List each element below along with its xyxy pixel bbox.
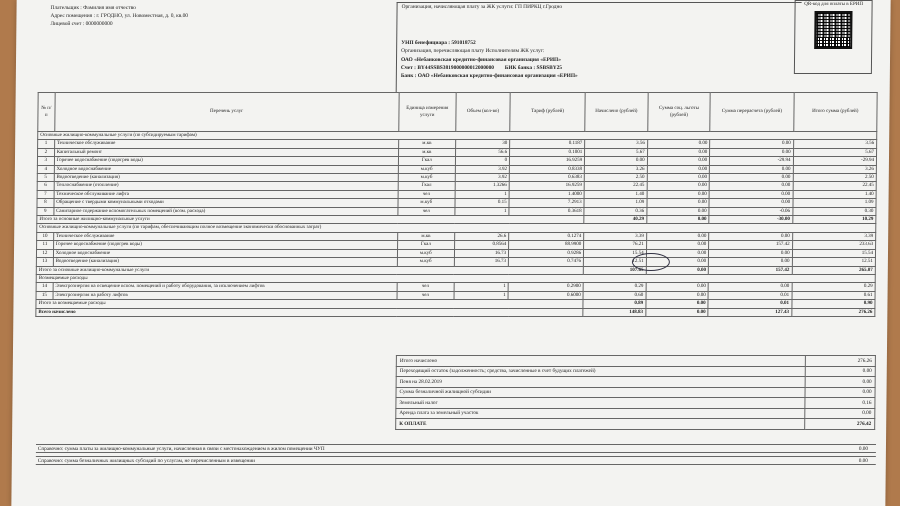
footer-note-1-value: 0.00 <box>858 446 868 452</box>
service-charged: 1.40 <box>584 190 647 198</box>
service-total: 12.51 <box>792 258 876 266</box>
summary-value: 276.26 <box>806 356 876 367</box>
service-volume: 3.92 <box>455 165 509 173</box>
service-unit: м.куб <box>398 199 455 207</box>
subtotal-label: Итого за возмещаемые расходы <box>36 300 583 308</box>
service-tariff: 16.9259 <box>509 182 584 190</box>
summary-label: Земельный налог <box>396 398 805 409</box>
service-unit: м.куб <box>397 258 454 266</box>
table-row <box>37 199 876 207</box>
bank-account: Счет : BY44SSBS3819000000012000000 <box>400 64 495 71</box>
service-tariff: 0.1187 <box>510 140 585 148</box>
row-number: 4 <box>37 165 54 173</box>
service-charged: 3.39 <box>584 232 647 240</box>
service-total: 233.63 <box>792 241 876 249</box>
payer-address: Адрес помещения : г. ГРОДНО, ул. Новоместная, д. 0, кв.00 <box>50 13 189 20</box>
summary-table <box>395 355 876 430</box>
service-total: 1.09 <box>793 199 877 207</box>
summary-label: Аренда плата за земельный участок <box>396 408 805 419</box>
service-name: Водоотведение (канализация) <box>53 258 397 266</box>
service-tariff: 1.4000 <box>509 190 584 198</box>
payer-account: Лицевой счет : 0000000000 <box>50 21 113 28</box>
col-unit: Единица измерения услуги <box>398 93 456 132</box>
service-charged: 0.60 <box>583 291 646 299</box>
row-number: 15 <box>36 291 53 299</box>
service-volume: 0.15 <box>455 199 509 207</box>
utility-bill-sheet <box>11 0 890 506</box>
service-charged: 3.56 <box>585 140 648 148</box>
subtotal-recalc: -30.00 <box>709 216 792 224</box>
col-no: № п/п <box>38 93 55 132</box>
grand-total-charged: 148.83 <box>583 308 646 316</box>
service-unit: м.кв <box>398 140 455 148</box>
table-row <box>36 291 875 299</box>
service-tariff: 88.9900 <box>509 241 584 249</box>
col-total: Итого сумма (рублей) <box>793 93 877 132</box>
service-name: Холодное водоснабжение <box>53 249 397 257</box>
section-title-row <box>36 274 875 282</box>
table-row <box>37 207 876 215</box>
service-recalc: 0.01 <box>708 291 791 299</box>
service-charged: 0.36 <box>584 207 647 215</box>
subtotal-charged: 107.65 <box>583 266 646 274</box>
subtotal-total: 10.29 <box>792 216 876 224</box>
service-soc: 0.00 <box>647 165 710 173</box>
service-volume: 1.3266 <box>455 182 509 190</box>
qr-block <box>794 0 873 74</box>
bank-bic: БИК банка : SSBSBY25 <box>504 64 563 71</box>
summary-label: Сумма безналичной жилищной субсидии <box>396 387 805 398</box>
service-total: 5.67 <box>793 148 877 156</box>
service-volume: 1 <box>454 283 508 291</box>
service-unit: м.куб <box>397 249 454 257</box>
service-volume: 56.6 <box>455 148 509 156</box>
row-number: 6 <box>37 182 54 190</box>
service-volume: 1 <box>454 291 508 299</box>
subtotal-soc: 0.00 <box>646 300 709 308</box>
service-unit: Гкал <box>398 157 455 165</box>
col-service: Перечень услуг <box>54 93 398 132</box>
service-charged: 5.67 <box>585 148 648 156</box>
service-charged: 12.51 <box>584 258 647 266</box>
footer-note-1-text: Справочно: сумма платы за жилищно-коммунальные услуги, начисленная в связи с местонахождением в жилом помещении ЧУП <box>37 446 325 452</box>
subtotal-total: 265.07 <box>792 266 876 274</box>
service-soc: 0.00 <box>646 232 709 240</box>
service-total: 1.40 <box>793 190 877 198</box>
service-recalc: 0.00 <box>709 190 792 198</box>
footer-note-2-text: Справочно: сумма безналичных жилищных субсидий по услугам, не перечисленным в извещении <box>37 458 255 464</box>
service-tariff: 0.7476 <box>508 258 583 266</box>
service-total: 3.56 <box>793 140 877 148</box>
subtotal-row <box>36 266 875 274</box>
bank-name: ОАО «Небанковская кредитно-финансовая организация «ЕРИП» <box>400 56 561 63</box>
org-name: Организация, начисляющая плату за ЖК услуги: ГП ПИРКЦ г.Гродно <box>401 4 563 10</box>
table-row <box>37 190 876 198</box>
service-name: Техническое обслуживание <box>54 140 398 148</box>
table-row <box>37 182 876 190</box>
service-unit: м.кв <box>398 148 455 156</box>
row-number: 12 <box>36 249 53 257</box>
service-charged: 0.29 <box>583 283 646 291</box>
service-soc: 0.00 <box>647 207 710 215</box>
summary-row <box>396 366 875 377</box>
service-charged: 3.26 <box>584 165 647 173</box>
service-recalc: 0.00 <box>709 258 792 266</box>
service-tariff: 0.1274 <box>509 232 584 240</box>
handwritten-circle-mark <box>632 253 670 271</box>
beneficiary-unp: УНП бенефициара : 591018752 <box>401 40 476 47</box>
footer-note-2 <box>36 456 876 465</box>
service-name: Техническое обслуживание лифта <box>54 190 398 198</box>
section-title-row <box>37 224 876 232</box>
service-charged: 1.09 <box>584 199 647 207</box>
table-row <box>37 174 876 182</box>
section-title-row <box>38 132 877 140</box>
service-recalc: 157.42 <box>709 241 792 249</box>
subtotal-charged: 0.89 <box>583 300 646 308</box>
service-recalc: 0.00 <box>710 165 793 173</box>
summary-label: К ОПЛАТЕ <box>396 419 805 430</box>
summary-row <box>396 377 875 388</box>
service-tariff: 0.6383 <box>509 174 584 182</box>
service-total: 2.50 <box>793 174 877 182</box>
summary-value: 0.00 <box>805 387 875 398</box>
service-soc: 0.00 <box>646 258 709 266</box>
subtotal-row <box>37 216 876 224</box>
service-recalc: 0.00 <box>710 140 793 148</box>
table-row <box>36 258 875 266</box>
service-recalc: 0.00 <box>709 249 792 257</box>
row-number: 1 <box>38 140 55 148</box>
service-volume: 1 <box>455 190 509 198</box>
row-number: 9 <box>37 207 54 215</box>
service-tariff: 0.8338 <box>509 165 584 173</box>
service-soc: 0.00 <box>647 140 710 148</box>
summary-value: 276.42 <box>805 419 875 430</box>
subtotal-soc: 0.00 <box>646 216 709 224</box>
service-volume: 26.6 <box>455 232 509 240</box>
service-recalc: 0.00 <box>709 182 792 190</box>
bank-account-row <box>401 64 801 72</box>
service-soc: 0.00 <box>647 199 710 207</box>
service-name: Горячее водоснабжение (подогрев воды) <box>54 157 398 165</box>
bank-name-2: Банк : ОАО «Небанковская кредитно-финансовая организация «ЕРИП» <box>400 73 578 80</box>
col-soc: Сумма соц. льготы (рублей) <box>647 93 710 132</box>
summary-row <box>396 419 875 430</box>
service-charged: 0.00 <box>585 157 648 165</box>
service-soc: 0.00 <box>646 249 709 257</box>
subtotal-label: Итого за основные жилищно-коммунальные услуги <box>37 216 584 224</box>
service-charged: 2.50 <box>584 174 647 182</box>
table-row <box>37 241 876 249</box>
service-tariff: 0.3618 <box>509 207 584 215</box>
service-recalc: 0.00 <box>709 232 792 240</box>
service-soc: 0.00 <box>647 182 710 190</box>
table-row <box>38 140 877 148</box>
service-name: Водоотведение (канализация) <box>54 174 398 182</box>
row-number: 7 <box>37 190 54 198</box>
summary-value: 0.00 <box>805 366 875 377</box>
row-number: 10 <box>37 232 54 240</box>
services-table <box>35 92 877 317</box>
service-unit: Гкал <box>397 241 454 249</box>
service-name: Электроэнергия на освещение вспом. помещений и работу оборудования, за исключением лифтов <box>53 283 397 291</box>
summary-row <box>396 408 875 419</box>
service-volume: 16.73 <box>454 249 508 257</box>
table-row <box>38 148 877 156</box>
service-name: Капитальный ремонт <box>54 148 398 156</box>
service-unit: чел <box>398 207 455 215</box>
service-recalc: -29.94 <box>710 157 793 165</box>
col-recalc: Сумма перерасчета (рублей) <box>710 93 794 132</box>
service-recalc: -0.06 <box>709 207 792 215</box>
grand-total-total: 276.26 <box>791 308 875 316</box>
summary-row <box>396 398 875 409</box>
service-volume: 0.8564 <box>454 241 508 249</box>
summary-label: Итого начислено <box>396 356 805 367</box>
service-charged: 76.21 <box>584 241 647 249</box>
section-title: Возмещаемые расходы <box>36 274 875 282</box>
service-charged: 15.54 <box>584 249 647 257</box>
table-header-row <box>38 93 877 132</box>
service-volume: 16.73 <box>454 258 508 266</box>
service-total: 0.29 <box>792 283 876 291</box>
table-row <box>37 157 876 165</box>
qr-label: QR-код для оплаты в ЕРИП <box>804 2 864 7</box>
service-name: Санитарное содержание вспомогательных помещений (возм. расхода) <box>54 207 398 215</box>
row-number: 11 <box>37 241 54 249</box>
service-tariff: 7.2913 <box>509 199 584 207</box>
service-charged: 22.45 <box>584 182 647 190</box>
service-name: Теплоснабжение (отопление) <box>54 182 398 190</box>
summary-label: Пеня на 28.02.2019 <box>396 377 805 388</box>
service-tariff: 0.2900 <box>508 283 583 291</box>
payer-info <box>50 4 380 29</box>
row-number: 8 <box>37 199 54 207</box>
table-row <box>36 283 875 291</box>
service-unit: чел <box>398 190 455 198</box>
service-total: -29.94 <box>793 157 877 165</box>
service-recalc: 0.00 <box>709 199 792 207</box>
qr-code-icon <box>814 11 852 49</box>
summary-body <box>396 356 876 430</box>
service-unit: м.куб <box>398 165 455 173</box>
service-unit: м.куб <box>398 174 455 182</box>
subtotal-label: Итого за основные жилищно-коммунальные услуги <box>36 266 583 274</box>
service-soc: 0.00 <box>646 283 709 291</box>
service-volume: 0 <box>455 157 509 165</box>
grand-total-row <box>36 308 875 316</box>
summary-value: 0.00 <box>805 408 875 419</box>
summary-value: 0.16 <box>805 398 875 409</box>
subtotal-recalc: 0.01 <box>708 300 791 308</box>
table-row <box>37 165 876 173</box>
service-name: Обращение с твердыми коммунальными отходами <box>54 199 398 207</box>
section-title: Основные жилищно-коммунальные услуги (по субсидируемым тарифам) <box>38 132 877 140</box>
transfer-org-label: Организация, перечисляющая плату Исполнителям ЖК услуг: <box>401 48 545 55</box>
subtotal-total: 0.90 <box>792 300 876 308</box>
service-recalc: 0.00 <box>710 148 793 156</box>
service-total: 3.39 <box>792 232 876 240</box>
service-total: 22.45 <box>793 182 877 190</box>
col-volume: Объем (кол-во) <box>456 93 511 132</box>
subtotal-charged: 40.29 <box>584 216 647 224</box>
summary-value: 0.00 <box>805 377 875 388</box>
service-volume: 30 <box>456 140 510 148</box>
service-total: 0.61 <box>792 291 876 299</box>
service-unit: чел <box>397 283 454 291</box>
service-unit: м.кв <box>397 232 454 240</box>
service-tariff: 0.9286 <box>509 249 584 257</box>
subtotal-recalc: 157.42 <box>708 266 791 274</box>
row-number: 5 <box>37 174 54 182</box>
service-tariff: 16.9259 <box>510 157 585 165</box>
service-soc: 0.00 <box>647 157 710 165</box>
service-name: Холодное водоснабжение <box>54 165 398 173</box>
grand-total-recalc: 127.43 <box>708 308 791 316</box>
footer-note-2-value: 0.00 <box>858 458 868 464</box>
service-name: Техническое обслуживание <box>53 232 397 240</box>
service-soc: 0.00 <box>647 148 710 156</box>
service-tariff: 0.1001 <box>510 148 585 156</box>
table-row <box>36 249 875 257</box>
summary-row <box>396 387 875 398</box>
service-recalc: 0.00 <box>708 283 791 291</box>
row-number: 3 <box>37 157 54 165</box>
service-tariff: 0.6000 <box>508 291 583 299</box>
service-soc: 0.00 <box>647 190 710 198</box>
service-total: 0.30 <box>792 207 876 215</box>
table-row <box>37 232 876 240</box>
summary-row <box>396 356 875 367</box>
footer-note-1 <box>36 444 876 453</box>
summary-label: Переходящий остаток (задолженность; средства, зачисленные в счет будущих платежей) <box>396 366 805 377</box>
grand-total-soc: 0.00 <box>646 308 709 316</box>
service-unit: чел <box>397 291 454 299</box>
service-soc: 0.00 <box>646 241 709 249</box>
row-number: 2 <box>38 148 55 156</box>
grand-total-label: Всего начислено <box>36 308 583 316</box>
organization-info <box>396 2 802 93</box>
table-body <box>36 132 877 317</box>
service-soc: 0.00 <box>647 174 710 182</box>
row-number: 13 <box>36 258 53 266</box>
row-number: 14 <box>36 283 53 291</box>
service-total: 3.26 <box>793 165 877 173</box>
service-soc: 0.00 <box>646 291 709 299</box>
subtotal-soc: 0.00 <box>646 266 709 274</box>
service-volume: 1 <box>455 207 509 215</box>
service-volume: 3.92 <box>455 174 509 182</box>
subtotal-row <box>36 300 875 308</box>
service-total: 15.54 <box>792 249 876 257</box>
service-recalc: 0.00 <box>709 174 792 182</box>
col-charged: Начислено (рублей) <box>585 93 648 132</box>
service-name: Электроэнергия на работу лифтов <box>53 291 397 299</box>
service-unit: Гкал <box>398 182 455 190</box>
section-title: Основные жилищно-коммунальные услуги (по тарифам, обеспечивающим полное возмещение экономически обоснованных затрат) <box>37 224 876 232</box>
payer-name: Плательщик : Фамилия имя отчество <box>50 5 136 11</box>
col-tariff: Тариф (рублей) <box>510 93 585 132</box>
service-name: Горячее водоснабжение (подогрев воды) <box>53 241 397 249</box>
